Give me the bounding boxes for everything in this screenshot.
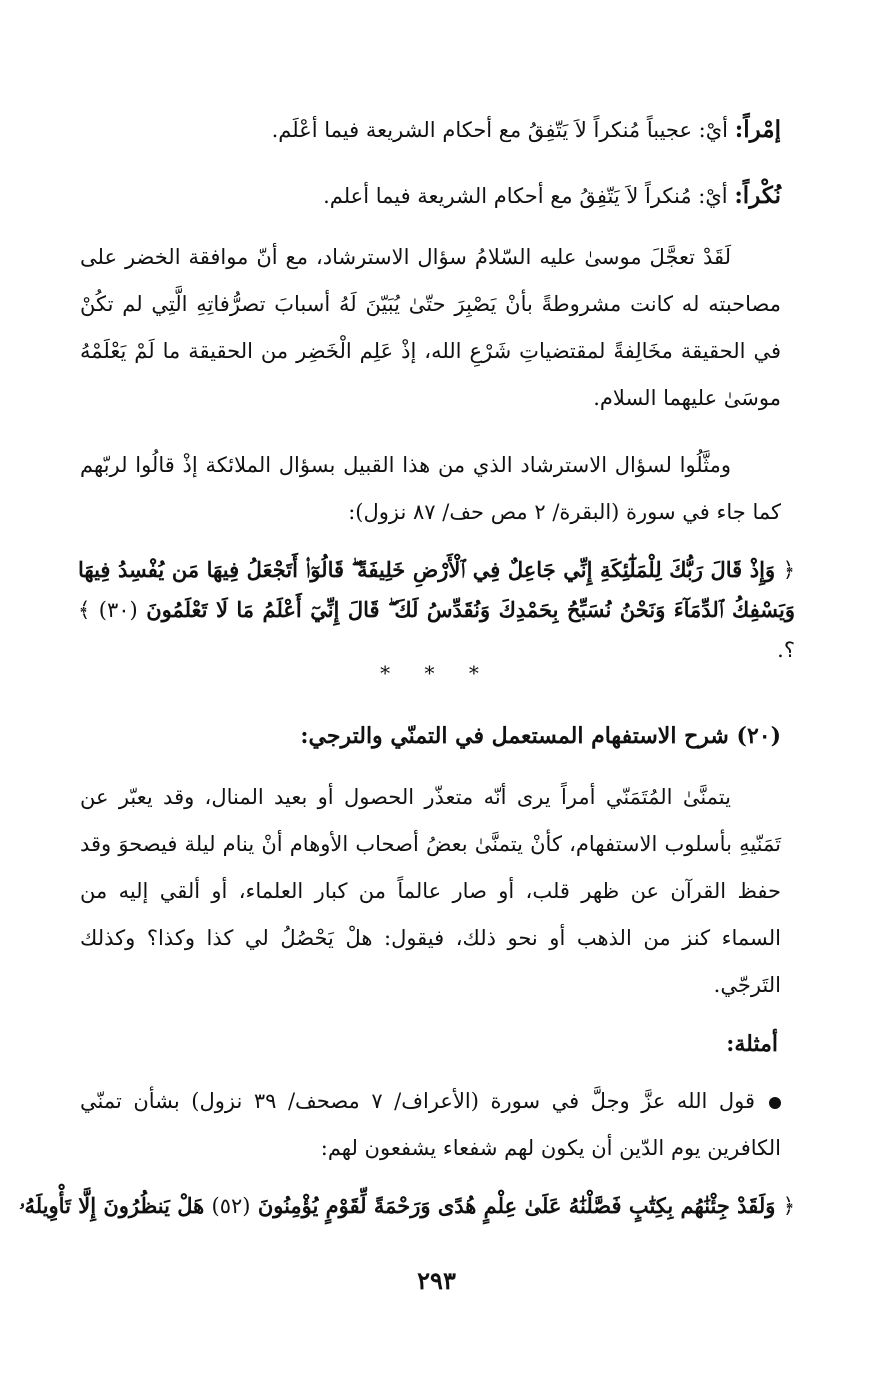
definition-line xyxy=(80,110,781,150)
quran-verse xyxy=(78,550,795,670)
paragraph: لَقَدْ تعجَّلَ موسىٰ عليه السّلامُ سؤال الاسترشاد، مع أنّ موافقة الخضر على مصاحبته له كانت مشروطةً بأنْ يَصْبِرَ حتّىٰ يُبَيّنَ لَهُ أسبابَ تصرُّفاتِهِ الَّتِي لم تكُنْ في الحقيقة مخَالِفةً لمقتضياتِ شَرْعِ الله، إذْ عَلِم الْخَضِر من الحقيقة ما لَمْ يَعْلَمْهُ موسَىٰ عليهما السلام. xyxy=(80,245,781,410)
bullet-icon xyxy=(769,1097,781,1109)
definition-text: أيْ: مُنكراً لاَ يَتّفِقُ مع أحكام الشريعة فيما أعلم. xyxy=(323,184,728,208)
quran-verse xyxy=(19,1186,795,1226)
ornate-bracket-close: ﴾ xyxy=(78,598,91,622)
paragraph: ومثَّلُوا لسؤال الاسترشاد الذي من هذا القبيل بسؤال الملائكة إذْ قالُوا لربّهم كما جاء في سورة (البقرة/ ٢ مص حف/ ٨٧ نزول): xyxy=(80,453,781,524)
paragraph: يتمنَّىٰ المُتَمَنّي أمراً يرى أنّه متعذّر الحصول أو بعيد المنال، وقد يعبّر عن تَمَنّيهِ بأسلوب الاستفهام، كأنْ يتمنَّىٰ بعضُ أصحاب الأوهام أنْ ينام ليلة فيصحوَ وقد حفظ القرآن عن ظهر قلب، أو صار عالماً من كبار العلماء، أو ألقي إليه من السماء كنز من الذهب أو نحو ذلك، فيقول: هلْ يَحْصُلُ لي كذا وكذا؟ وكذلك التَرجّي. xyxy=(80,785,781,997)
verse-text-continued: هَلْ يَنظُرُونَ إِلَّا تَأْوِيلَهُۥ xyxy=(19,1193,205,1218)
bullet-text: قول الله عزَّ وجلَّ في سورة (الأعراف/ ٧ مصحف/ ٣٩ نزول) بشأن تمنّي الكافرين يوم الدّين أن يكون لهم شفعاء يشفعون لهم: xyxy=(80,1089,781,1160)
definition-term: إمْراً: xyxy=(734,116,781,143)
definition-term: نُكْراً: xyxy=(734,182,781,209)
section-separator: * * * xyxy=(380,661,493,685)
verse-tail: ؟. xyxy=(777,638,795,662)
verse-number-marker: (٣٠) xyxy=(98,598,138,622)
bullet-item xyxy=(80,1078,781,1172)
verse-text: وَلَقَدْ جِئْنَٰهُم بِكِتَٰبٍ فَصَّلْنَٰهُ عَلَىٰ عِلْمٍ هُدًى وَرَحْمَةً لِّقَوْمٍ يُؤْمِنُونَ xyxy=(257,1193,776,1218)
examples-title: أمثلة: xyxy=(726,1031,778,1057)
ornate-bracket-open: ﴿ xyxy=(782,1194,795,1218)
ornate-bracket-open: ﴿ xyxy=(782,558,796,582)
verse-text: وَإِذْ قَالَ رَبُّكَ لِلْمَلَٰٓئِكَةِ إِنِّي جَاعِلٌ فِي ٱلْأَرْضِ خَلِيفَةً ۖ قَالُوٓا۟ أَتَجْعَلُ فِيهَا مَن يُفْسِدُ فِيهَا وَيَسْفِكُ ٱلدِّمَآءَ وَنَحْنُ نُسَبِّحُ بِحَمْدِكَ وَنُقَدِّسُ لَكَ ۖ قَالَ إِنِّيٓ أَعْلَمُ مَا لَا تَعْلَمُونَ xyxy=(78,557,796,622)
definition-line xyxy=(80,176,781,216)
page-number: ٢٩٣ xyxy=(417,1266,456,1295)
verse-number-marker: (٥٢) xyxy=(211,1194,251,1218)
section-heading: (٢٠) شرح الاستفهام المستعمل في التمنّي والترجي: xyxy=(300,723,781,749)
definition-text: أيْ: عجيباً مُنكراً لاَ يَتّفِقُ مع أحكام الشريعة فيما أعْلَم. xyxy=(271,118,729,142)
